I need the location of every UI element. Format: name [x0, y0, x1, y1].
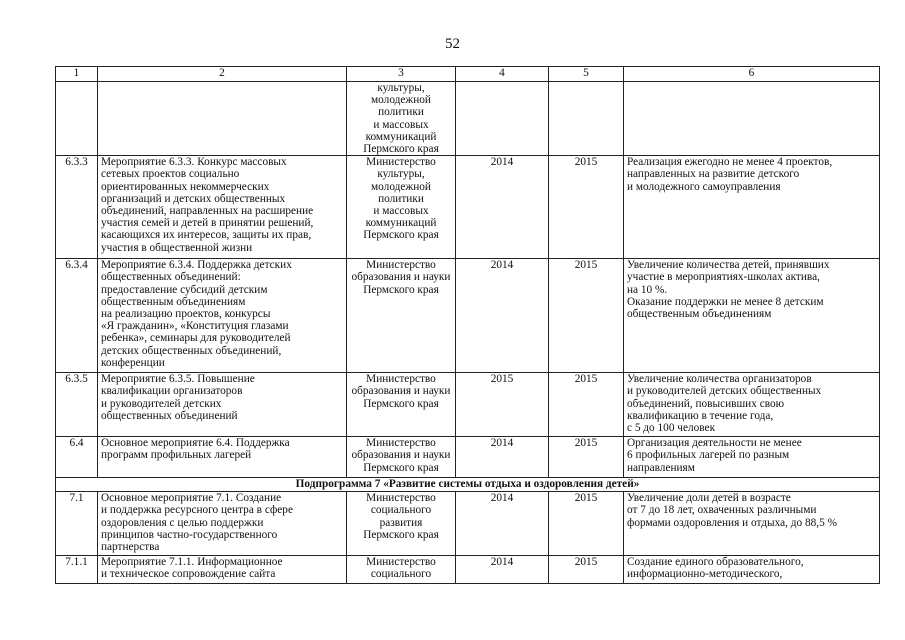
start-year-cell: 2015 — [456, 373, 549, 437]
program-table — [55, 66, 880, 584]
column-header: 1 — [56, 67, 98, 82]
table-row — [56, 156, 880, 259]
event-cell: Основное мероприятие 6.4. Поддержка программ профильных лагерей — [98, 437, 347, 478]
end-year-cell: 2015 — [549, 556, 624, 584]
end-year-cell — [549, 82, 624, 156]
organization-cell: Министерство культуры, молодежной политики и массовых коммуникаций Пермского края — [347, 156, 456, 259]
end-year-cell: 2015 — [549, 259, 624, 373]
column-header: 2 — [98, 67, 347, 82]
table-row — [56, 556, 880, 584]
organization-cell: Министерство социального — [347, 556, 456, 584]
column-header: 6 — [624, 67, 880, 82]
row-number — [56, 82, 98, 156]
organization-cell: культуры, молодежной политики и массовых коммуникаций Пермского края — [347, 82, 456, 156]
subprogram-title: Подпрограмма 7 «Развитие системы отдыха и оздоровления детей» — [56, 478, 880, 492]
table-header-row — [56, 67, 880, 82]
end-year-cell: 2015 — [549, 373, 624, 437]
organization-cell: Министерство образования и науки Пермского края — [347, 373, 456, 437]
result-cell: Увеличение количества детей, принявших участие в мероприятиях-школах актива, на 10 %. Оказание поддержки не менее 8 детским общественным объединениям — [624, 259, 880, 373]
organization-cell: Министерство социального развития Пермского края — [347, 492, 456, 556]
row-number: 6.3.5 — [56, 373, 98, 437]
row-number: 6.4 — [56, 437, 98, 478]
row-number: 7.1 — [56, 492, 98, 556]
end-year-cell: 2015 — [549, 437, 624, 478]
page-number: 52 — [445, 36, 460, 52]
row-number: 6.3.3 — [56, 156, 98, 259]
table-row — [56, 492, 880, 556]
row-number: 7.1.1 — [56, 556, 98, 584]
column-header: 3 — [347, 67, 456, 82]
result-cell: Увеличение доли детей в возрасте от 7 до 18 лет, охваченных различными формами оздоровления и отдыха, до 88,5 % — [624, 492, 880, 556]
event-cell: Мероприятие 7.1.1. Информационное и техническое сопровождение сайта — [98, 556, 347, 584]
table-row — [56, 373, 880, 437]
row-number: 6.3.4 — [56, 259, 98, 373]
organization-cell: Министерство образования и науки Пермского края — [347, 437, 456, 478]
start-year-cell: 2014 — [456, 437, 549, 478]
event-cell — [98, 82, 347, 156]
result-cell: Создание единого образовательного, информационно-методического, — [624, 556, 880, 584]
start-year-cell: 2014 — [456, 492, 549, 556]
start-year-cell — [456, 82, 549, 156]
table-row — [56, 82, 880, 156]
end-year-cell: 2015 — [549, 156, 624, 259]
event-cell: Мероприятие 6.3.4. Поддержка детских общественных объединений: предоставление субсидий детским общественным объединениям на реализацию проектов, конкурсы «Я гражданин», «Конституция глазами ребенка», семинары для руководителей детских общественных объединений, конференции — [98, 259, 347, 373]
result-cell: Организация деятельности не менее 6 профильных лагерей по разным направлениям — [624, 437, 880, 478]
subprogram-header-row — [56, 478, 880, 492]
event-cell: Мероприятие 6.3.3. Конкурс массовых сетевых проектов социально ориентированных некоммерческих организаций и детских общественных объединений, направленных на расширение участия семей и детей в принятии решений, касающихся их интересов, защиты их прав, участия в общественной жизни — [98, 156, 347, 259]
column-header: 5 — [549, 67, 624, 82]
column-header: 4 — [456, 67, 549, 82]
organization-cell: Министерство образования и науки Пермского края — [347, 259, 456, 373]
event-cell: Основное мероприятие 7.1. Создание и поддержка ресурсного центра в сфере оздоровления с целью поддержки принципов частно-государственного партнерства — [98, 492, 347, 556]
table-row — [56, 259, 880, 373]
end-year-cell: 2015 — [549, 492, 624, 556]
event-cell: Мероприятие 6.3.5. Повышение квалификации организаторов и руководителей детских общественных объединений — [98, 373, 347, 437]
table-row — [56, 437, 880, 478]
start-year-cell: 2014 — [456, 259, 549, 373]
result-cell: Реализация ежегодно не менее 4 проектов, направленных на развитие детского и молодежного самоуправления — [624, 156, 880, 259]
result-cell: Увеличение количества организаторов и руководителей детских общественных объединений, повысивших свою квалификацию в течение года, с 5 до 100 человек — [624, 373, 880, 437]
result-cell — [624, 82, 880, 156]
start-year-cell: 2014 — [456, 156, 549, 259]
start-year-cell: 2014 — [456, 556, 549, 584]
